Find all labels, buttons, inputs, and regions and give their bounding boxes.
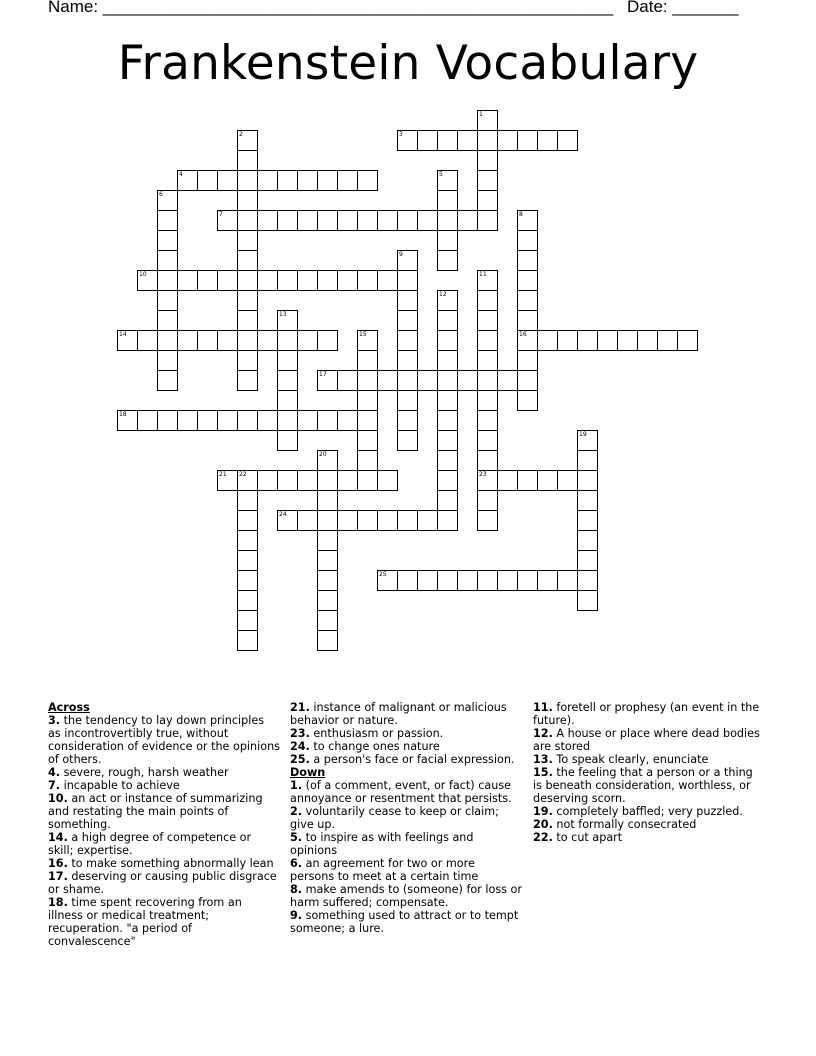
clue-number: 23 bbox=[479, 471, 487, 478]
clue-number: 10 bbox=[139, 271, 147, 278]
clue-across-24: 24. to change ones nature bbox=[290, 740, 440, 753]
crossword-cell[interactable] bbox=[477, 330, 498, 351]
crossword-cell[interactable] bbox=[357, 270, 378, 291]
crossword-cell[interactable] bbox=[517, 270, 538, 291]
crossword-cell[interactable] bbox=[237, 170, 258, 191]
crossword-cell[interactable] bbox=[537, 330, 558, 351]
crossword-cell[interactable] bbox=[377, 510, 398, 531]
crossword-cell[interactable] bbox=[377, 370, 398, 391]
crossword-cell[interactable] bbox=[257, 210, 278, 231]
crossword-cell[interactable] bbox=[577, 450, 598, 471]
crossword-cell[interactable] bbox=[397, 570, 418, 591]
crossword-cell[interactable] bbox=[357, 390, 378, 411]
clue-across-10: 10. an act or instance of summarizing and restating the main points of something. bbox=[48, 792, 263, 831]
clue-number: 9 bbox=[399, 251, 403, 258]
crossword-cell[interactable] bbox=[477, 150, 498, 171]
crossword-cell[interactable] bbox=[157, 210, 178, 231]
crossword-cell[interactable] bbox=[257, 330, 278, 351]
crossword-cell[interactable] bbox=[517, 230, 538, 251]
crossword-cell[interactable] bbox=[477, 370, 498, 391]
crossword-cell[interactable] bbox=[517, 290, 538, 311]
crossword-cell[interactable] bbox=[237, 250, 258, 271]
crossword-cell[interactable] bbox=[257, 470, 278, 491]
crossword-cell[interactable] bbox=[397, 210, 418, 231]
clue-number: 19 bbox=[579, 431, 587, 438]
clue-number: 14 bbox=[119, 331, 127, 338]
crossword-cell[interactable] bbox=[177, 410, 198, 431]
crossword-cell[interactable] bbox=[317, 410, 338, 431]
crossword-cell[interactable] bbox=[317, 450, 338, 471]
crossword-cell[interactable] bbox=[517, 250, 538, 271]
crossword-cell[interactable] bbox=[437, 290, 458, 311]
clue-down-22: 22. to cut apart bbox=[533, 831, 623, 844]
crossword-cell[interactable] bbox=[477, 430, 498, 451]
crossword-cell[interactable] bbox=[217, 270, 238, 291]
crossword-cell[interactable] bbox=[477, 490, 498, 511]
clue-across-3: 3. the tendency to lay down principles as incontrovertibly true, without consideration of evidence or the opinions of others. bbox=[48, 714, 280, 766]
clue-number: 1 bbox=[479, 111, 483, 118]
crossword-cell[interactable] bbox=[477, 210, 498, 231]
crossword-cell[interactable] bbox=[357, 210, 378, 231]
crossword-cell[interactable] bbox=[357, 350, 378, 371]
crossword-cell[interactable] bbox=[317, 270, 338, 291]
crossword-cell[interactable] bbox=[477, 170, 498, 191]
crossword-cell[interactable] bbox=[437, 450, 458, 471]
crossword-cell[interactable] bbox=[157, 310, 178, 331]
crossword-cell[interactable] bbox=[357, 410, 378, 431]
clue-number: 4 bbox=[179, 171, 183, 178]
crossword-cell[interactable] bbox=[517, 470, 538, 491]
clue-number: 15 bbox=[359, 331, 367, 338]
clue-number: 20 bbox=[319, 451, 327, 458]
crossword-cell[interactable] bbox=[157, 350, 178, 371]
crossword-cell[interactable] bbox=[677, 330, 698, 351]
crossword-cell[interactable] bbox=[177, 330, 198, 351]
crossword-cell[interactable] bbox=[157, 290, 178, 311]
clue-down-9: 9. something used to attract or to tempt someone; a lure. bbox=[290, 909, 519, 935]
crossword-cell[interactable] bbox=[397, 270, 418, 291]
crossword-cell[interactable] bbox=[237, 130, 258, 151]
crossword-cell[interactable] bbox=[597, 330, 618, 351]
crossword-cell[interactable] bbox=[317, 210, 338, 231]
crossword-cell[interactable] bbox=[517, 330, 538, 351]
crossword-cell[interactable] bbox=[397, 310, 418, 331]
clue-number: 8 bbox=[519, 211, 523, 218]
crossword-cell[interactable] bbox=[297, 470, 318, 491]
crossword-cell[interactable] bbox=[577, 550, 598, 571]
crossword-cell[interactable] bbox=[397, 410, 418, 431]
clue-across-21: 21. instance of malignant or malicious behavior or nature. bbox=[290, 701, 507, 727]
crossword-cell[interactable] bbox=[277, 430, 298, 451]
crossword-cell[interactable] bbox=[417, 570, 438, 591]
crossword-cell[interactable] bbox=[337, 210, 358, 231]
crossword-cell[interactable] bbox=[317, 530, 338, 551]
crossword-cell[interactable] bbox=[277, 390, 298, 411]
crossword-cell[interactable] bbox=[437, 230, 458, 251]
clue-down-15: 15. the feeling that a person or a thing is beneath consideration, worthless, or deserving scorn. bbox=[533, 766, 753, 805]
crossword-cell[interactable] bbox=[317, 470, 338, 491]
crossword-cell[interactable] bbox=[357, 330, 378, 351]
crossword-cell[interactable] bbox=[337, 170, 358, 191]
crossword-cell[interactable] bbox=[397, 290, 418, 311]
crossword-cell[interactable] bbox=[217, 210, 238, 231]
clue-down-5: 5. to inspire as with feelings and opinions bbox=[290, 831, 474, 857]
crossword-cell[interactable] bbox=[437, 570, 458, 591]
crossword-cell[interactable] bbox=[137, 270, 158, 291]
crossword-cell[interactable] bbox=[277, 330, 298, 351]
crossword-cell[interactable] bbox=[237, 350, 258, 371]
crossword-cell[interactable] bbox=[237, 210, 258, 231]
crossword-cell[interactable] bbox=[277, 270, 298, 291]
crossword-cell[interactable] bbox=[157, 410, 178, 431]
crossword-cell[interactable] bbox=[437, 190, 458, 211]
crossword-cell[interactable] bbox=[497, 570, 518, 591]
crossword-cell[interactable] bbox=[237, 270, 258, 291]
crossword-cell[interactable] bbox=[477, 190, 498, 211]
crossword-cell[interactable] bbox=[237, 310, 258, 331]
crossword-cell[interactable] bbox=[397, 390, 418, 411]
clue-column-3 bbox=[533, 701, 765, 844]
crossword-cell[interactable] bbox=[437, 410, 458, 431]
clue-number: 25 bbox=[379, 571, 387, 578]
crossword-cell[interactable] bbox=[237, 230, 258, 251]
crossword-cell[interactable] bbox=[557, 330, 578, 351]
crossword-cell[interactable] bbox=[277, 310, 298, 331]
clue-down-12: 12. A house or place where dead bodies are stored bbox=[533, 727, 760, 753]
crossword-cell[interactable] bbox=[517, 310, 538, 331]
crossword-cell[interactable] bbox=[517, 130, 538, 151]
crossword-cell[interactable] bbox=[477, 510, 498, 531]
crossword-cell[interactable] bbox=[437, 350, 458, 371]
crossword-cell[interactable] bbox=[277, 370, 298, 391]
crossword-cell[interactable] bbox=[437, 330, 458, 351]
crossword-cell[interactable] bbox=[237, 530, 258, 551]
crossword-cell[interactable] bbox=[377, 470, 398, 491]
crossword-cell[interactable] bbox=[497, 370, 518, 391]
clue-across-23: 23. enthusiasm or passion. bbox=[290, 727, 444, 740]
crossword-cell[interactable] bbox=[297, 410, 318, 431]
crossword-cell[interactable] bbox=[237, 150, 258, 171]
crossword-cell[interactable] bbox=[157, 370, 178, 391]
crossword-cell[interactable] bbox=[177, 270, 198, 291]
crossword-cell[interactable] bbox=[177, 170, 198, 191]
crossword-cell[interactable] bbox=[277, 210, 298, 231]
crossword-cell[interactable] bbox=[477, 390, 498, 411]
crossword-cell[interactable] bbox=[437, 130, 458, 151]
crossword-cell[interactable] bbox=[457, 130, 478, 151]
crossword-cell[interactable] bbox=[497, 130, 518, 151]
crossword-cell[interactable] bbox=[537, 130, 558, 151]
crossword-cell[interactable] bbox=[137, 410, 158, 431]
clue-down-19: 19. completely baffled; very puzzled. bbox=[533, 805, 743, 818]
clue-across-7: 7. incapable to achieve bbox=[48, 779, 180, 792]
crossword-cell[interactable] bbox=[237, 330, 258, 351]
crossword-cell[interactable] bbox=[477, 410, 498, 431]
crossword-cell[interactable] bbox=[297, 330, 318, 351]
crossword-cell[interactable] bbox=[237, 610, 258, 631]
crossword-cell[interactable] bbox=[377, 570, 398, 591]
crossword-cell[interactable] bbox=[577, 430, 598, 451]
crossword-cell[interactable] bbox=[437, 490, 458, 511]
crossword-cell[interactable] bbox=[577, 590, 598, 611]
clue-number: 12 bbox=[439, 291, 447, 298]
crossword-cell[interactable] bbox=[317, 630, 338, 651]
crossword-cell[interactable] bbox=[397, 370, 418, 391]
crossword-cell[interactable] bbox=[577, 530, 598, 551]
date-field-label: Date: _______ bbox=[627, 0, 739, 16]
crossword-cell[interactable] bbox=[237, 290, 258, 311]
clue-number: 6 bbox=[159, 191, 163, 198]
clue-down-13: 13. To speak clearly, enunciate bbox=[533, 753, 709, 766]
crossword-cell[interactable] bbox=[317, 370, 338, 391]
clue-across-16: 16. to make something abnormally lean bbox=[48, 857, 274, 870]
crossword-cell[interactable] bbox=[357, 430, 378, 451]
crossword-cell[interactable] bbox=[157, 330, 178, 351]
crossword-cell[interactable] bbox=[437, 310, 458, 331]
crossword-cell[interactable] bbox=[477, 130, 498, 151]
crossword-cell[interactable] bbox=[277, 470, 298, 491]
crossword-cell[interactable] bbox=[497, 470, 518, 491]
crossword-cell[interactable] bbox=[437, 210, 458, 231]
crossword-cell[interactable] bbox=[297, 210, 318, 231]
crossword-cell[interactable] bbox=[517, 350, 538, 371]
crossword-cell[interactable] bbox=[437, 370, 458, 391]
crossword-cell[interactable] bbox=[437, 170, 458, 191]
crossword-cell[interactable] bbox=[637, 330, 658, 351]
crossword-cell[interactable] bbox=[337, 370, 358, 391]
crossword-cell[interactable] bbox=[317, 610, 338, 631]
crossword-cell[interactable] bbox=[477, 450, 498, 471]
crossword-cell[interactable] bbox=[337, 270, 358, 291]
clue-down-8: 8. make amends to (someone) for loss or harm suffered; compensate. bbox=[290, 883, 522, 909]
crossword-cell[interactable] bbox=[317, 490, 338, 511]
crossword-cell[interactable] bbox=[457, 210, 478, 231]
clue-number: 13 bbox=[279, 311, 287, 318]
crossword-cell[interactable] bbox=[437, 470, 458, 491]
crossword-cell[interactable] bbox=[317, 550, 338, 571]
crossword-cell[interactable] bbox=[197, 170, 218, 191]
crossword-cell[interactable] bbox=[317, 570, 338, 591]
crossword-cell[interactable] bbox=[377, 270, 398, 291]
crossword-cell[interactable] bbox=[477, 290, 498, 311]
clue-number: 2 bbox=[239, 131, 243, 138]
crossword-cell[interactable] bbox=[437, 390, 458, 411]
crossword-cell[interactable] bbox=[157, 230, 178, 251]
clue-column-1 bbox=[48, 701, 280, 948]
crossword-cell[interactable] bbox=[657, 330, 678, 351]
crossword-cell[interactable] bbox=[517, 570, 538, 591]
clue-number: 5 bbox=[439, 171, 443, 178]
crossword-cell[interactable] bbox=[517, 390, 538, 411]
crossword-cell[interactable] bbox=[397, 510, 418, 531]
crossword-cell[interactable] bbox=[537, 570, 558, 591]
clue-across-14: 14. a high degree of competence or skill; expertise. bbox=[48, 831, 252, 857]
clue-number: 11 bbox=[479, 271, 487, 278]
crossword-cell[interactable] bbox=[137, 330, 158, 351]
crossword-cell[interactable] bbox=[577, 570, 598, 591]
crossword-cell[interactable] bbox=[617, 330, 638, 351]
crossword-cell[interactable] bbox=[157, 190, 178, 211]
crossword-cell[interactable] bbox=[377, 210, 398, 231]
crossword-cell[interactable] bbox=[317, 510, 338, 531]
crossword-cell[interactable] bbox=[577, 510, 598, 531]
clue-column-2 bbox=[290, 701, 522, 935]
crossword-cell[interactable] bbox=[237, 590, 258, 611]
crossword-cell[interactable] bbox=[477, 270, 498, 291]
crossword-cell[interactable] bbox=[257, 270, 278, 291]
crossword-cell[interactable] bbox=[237, 490, 258, 511]
down-heading: Down bbox=[290, 766, 326, 779]
crossword-cell[interactable] bbox=[117, 410, 138, 431]
crossword-cell[interactable] bbox=[577, 490, 598, 511]
crossword-cell[interactable] bbox=[277, 350, 298, 371]
crossword-cell[interactable] bbox=[517, 370, 538, 391]
clue-number: 18 bbox=[119, 411, 127, 418]
clue-down-6: 6. an agreement for two or more persons to meet at a certain time bbox=[290, 857, 479, 883]
crossword-cell[interactable] bbox=[477, 110, 498, 131]
crossword-cell[interactable] bbox=[257, 410, 278, 431]
crossword-cell[interactable] bbox=[437, 430, 458, 451]
crossword-cell[interactable] bbox=[517, 210, 538, 231]
crossword-cell[interactable] bbox=[197, 330, 218, 351]
crossword-cell[interactable] bbox=[337, 410, 358, 431]
crossword-cell[interactable] bbox=[237, 570, 258, 591]
crossword-cell[interactable] bbox=[217, 470, 238, 491]
crossword-cell[interactable] bbox=[237, 410, 258, 431]
crossword-cell[interactable] bbox=[157, 250, 178, 271]
crossword-cell[interactable] bbox=[237, 470, 258, 491]
clue-number: 22 bbox=[239, 471, 247, 478]
crossword-cell[interactable] bbox=[477, 310, 498, 331]
name-field-label: Name: ______________________________________________________ bbox=[48, 0, 614, 16]
crossword-cell[interactable] bbox=[557, 470, 578, 491]
crossword-cell[interactable] bbox=[457, 370, 478, 391]
crossword-cell[interactable] bbox=[197, 410, 218, 431]
crossword-cell[interactable] bbox=[477, 570, 498, 591]
crossword-cell[interactable] bbox=[237, 510, 258, 531]
clue-across-17: 17. deserving or causing public disgrace or shame. bbox=[48, 870, 277, 896]
crossword-cell[interactable] bbox=[217, 170, 238, 191]
crossword-cell[interactable] bbox=[217, 330, 238, 351]
crossword-cell[interactable] bbox=[297, 510, 318, 531]
crossword-cell[interactable] bbox=[117, 330, 138, 351]
crossword-cell[interactable] bbox=[277, 510, 298, 531]
clue-number: 7 bbox=[219, 211, 223, 218]
clue-number: 24 bbox=[279, 511, 287, 518]
crossword-cell[interactable] bbox=[397, 130, 418, 151]
crossword-cell[interactable] bbox=[357, 170, 378, 191]
crossword-cell[interactable] bbox=[317, 330, 338, 351]
crossword-cell[interactable] bbox=[437, 510, 458, 531]
crossword-cell[interactable] bbox=[337, 510, 358, 531]
crossword-cell[interactable] bbox=[157, 270, 178, 291]
crossword-cell[interactable] bbox=[237, 190, 258, 211]
crossword-cell[interactable] bbox=[237, 630, 258, 651]
crossword-cell[interactable] bbox=[417, 210, 438, 231]
crossword-cell[interactable] bbox=[277, 170, 298, 191]
crossword-cell[interactable] bbox=[197, 270, 218, 291]
crossword-cell[interactable] bbox=[357, 470, 378, 491]
clue-across-4: 4. severe, rough, harsh weather bbox=[48, 766, 229, 779]
crossword-cell[interactable] bbox=[237, 370, 258, 391]
crossword-cell[interactable] bbox=[337, 470, 358, 491]
crossword-cell[interactable] bbox=[557, 570, 578, 591]
crossword-cell[interactable] bbox=[317, 590, 338, 611]
clue-across-25: 25. a person's face or facial expression. bbox=[290, 753, 515, 766]
crossword-cell[interactable] bbox=[277, 410, 298, 431]
crossword-cell[interactable] bbox=[257, 170, 278, 191]
header bbox=[48, 0, 768, 19]
crossword-cell[interactable] bbox=[317, 170, 338, 191]
crossword-cell[interactable] bbox=[357, 370, 378, 391]
crossword-cell[interactable] bbox=[477, 470, 498, 491]
crossword-cell[interactable] bbox=[437, 250, 458, 271]
crossword-cell[interactable] bbox=[557, 130, 578, 151]
crossword-cell[interactable] bbox=[417, 510, 438, 531]
crossword-cell[interactable] bbox=[297, 270, 318, 291]
crossword-cell[interactable] bbox=[297, 170, 318, 191]
clue-down-2: 2. voluntarily cease to keep or claim; give up. bbox=[290, 805, 499, 831]
crossword-cell[interactable] bbox=[477, 350, 498, 371]
clue-down-11: 11. foretell or prophesy (an event in the future). bbox=[533, 701, 760, 727]
crossword-cell[interactable] bbox=[417, 130, 438, 151]
crossword-cell[interactable] bbox=[577, 330, 598, 351]
across-heading: Across bbox=[48, 701, 90, 714]
clue-number: 21 bbox=[219, 471, 227, 478]
clue-down-1: 1. (of a comment, event, or fact) cause annoyance or resentment that persists. bbox=[290, 779, 512, 805]
crossword-cell[interactable] bbox=[397, 430, 418, 451]
crossword-cell[interactable] bbox=[537, 470, 558, 491]
crossword-cell[interactable] bbox=[357, 510, 378, 531]
clue-number: 3 bbox=[399, 131, 403, 138]
crossword-cell[interactable] bbox=[397, 350, 418, 371]
crossword-cell[interactable] bbox=[457, 570, 478, 591]
crossword-cell[interactable] bbox=[417, 370, 438, 391]
crossword-cell[interactable] bbox=[577, 470, 598, 491]
page-title: Frankenstein Vocabulary bbox=[117, 36, 699, 91]
crossword-cell[interactable] bbox=[357, 450, 378, 471]
clue-number: 16 bbox=[519, 331, 527, 338]
crossword-cell[interactable] bbox=[397, 250, 418, 271]
crossword-cell[interactable] bbox=[217, 410, 238, 431]
clue-number: 17 bbox=[319, 371, 327, 378]
clue-down-20: 20. not formally consecrated bbox=[533, 818, 697, 831]
clue-across-18: 18. time spent recovering from an illness or medical treatment; recuperation. "a period of convalescence" bbox=[48, 896, 242, 948]
crossword-cell[interactable] bbox=[397, 330, 418, 351]
crossword-cell[interactable] bbox=[237, 550, 258, 571]
